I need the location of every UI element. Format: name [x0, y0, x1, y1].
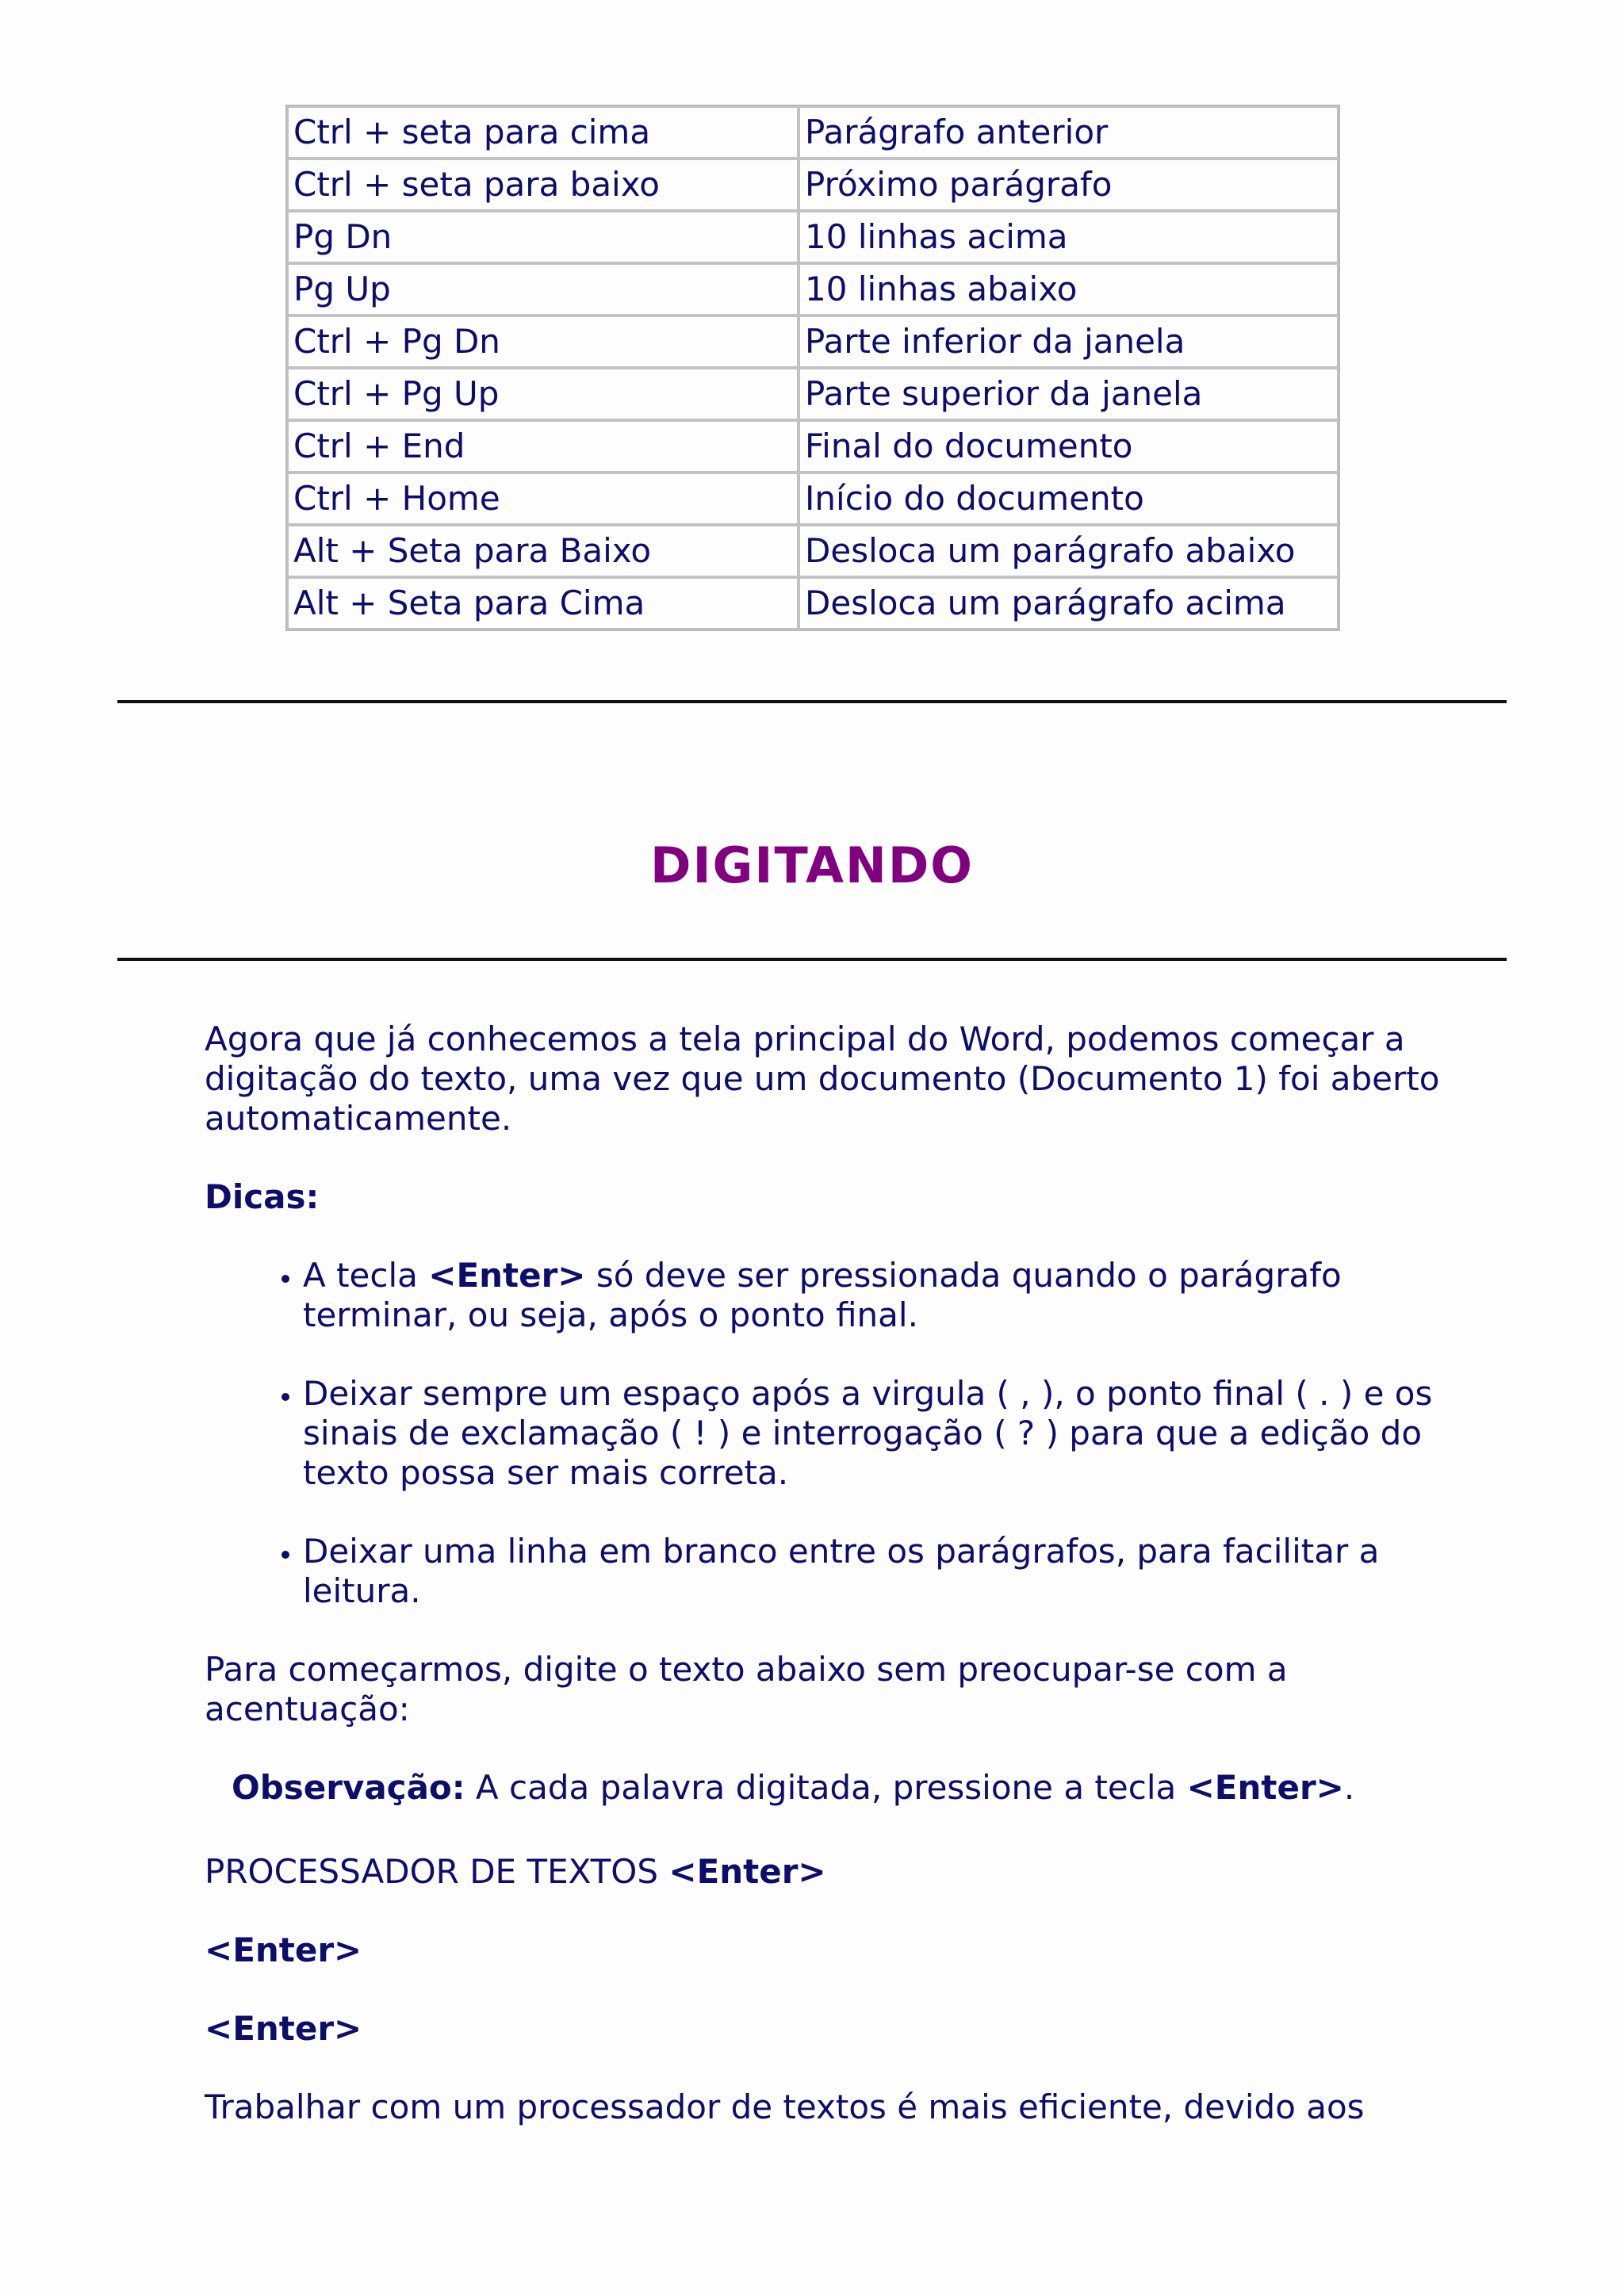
exercise-text: PROCESSADOR DE TEXTOS: [205, 1852, 669, 1891]
list-item: [303, 1532, 1442, 1611]
table-row: [287, 577, 1339, 629]
tip-text: Deixar sempre um espaço após a virgula ( , ), o ponto final ( . ) e os sinais de exclamação ( ! ) e interrogação ( ? ) para que a edição do texto possa ser mais correta.: [303, 1374, 1433, 1492]
horizontal-divider: [117, 958, 1507, 961]
table-row: [287, 473, 1339, 525]
table-row: [287, 211, 1339, 263]
shortcut-description: Desloca um parágrafo abaixo: [799, 525, 1339, 577]
shortcut-key: Alt + Seta para Cima: [287, 577, 799, 629]
shortcut-key: Ctrl + Pg Up: [287, 368, 799, 420]
section-title: DIGITANDO: [649, 836, 974, 894]
tips-list: [205, 1256, 1442, 1611]
shortcut-key: Pg Up: [287, 263, 799, 316]
list-item: [303, 1374, 1442, 1493]
table-row: [287, 420, 1339, 473]
shortcut-table: [285, 105, 1340, 631]
shortcut-key: Ctrl + seta para baixo: [287, 159, 799, 211]
shortcut-key: Ctrl + seta para cima: [287, 106, 799, 159]
shortcut-description: Parágrafo anterior: [799, 106, 1339, 159]
enter-key-label: <Enter>: [205, 2009, 362, 2048]
shortcut-description: Final do documento: [799, 420, 1339, 473]
note-paragraph: [205, 1768, 1442, 1808]
shortcut-key: Ctrl + End: [287, 420, 799, 473]
tips-heading: [205, 1177, 1442, 1217]
enter-key-label: <Enter>: [205, 1931, 362, 1969]
shortcut-description: 10 linhas abaixo: [799, 263, 1339, 316]
tip-text: A tecla: [303, 1256, 429, 1295]
shortcut-description: Desloca um parágrafo acima: [799, 577, 1339, 629]
note-label: Observação:: [232, 1768, 465, 1807]
note-end: .: [1343, 1768, 1355, 1807]
exercise-line: Trabalhar com um processador de textos é mais eficiente, devido aos: [205, 2087, 1365, 2126]
enter-key-label: <Enter>: [668, 1852, 826, 1891]
document-body: [205, 1020, 1442, 2166]
intro-paragraph: Agora que já conhecemos a tela principal do Word, podemos começar a digitação do texto, uma vez que um documento (Documento 1) foi aberto automaticamente.: [205, 1020, 1440, 1138]
enter-key-label: <Enter>: [428, 1256, 586, 1295]
shortcut-description: Próximo parágrafo: [799, 159, 1339, 211]
tip-text: só deve ser pressionada quando o parágrafo terminar, ou seja, após o ponto final.: [303, 1256, 1342, 1334]
table-row: [287, 159, 1339, 211]
table-row: [287, 525, 1339, 577]
exercise-line: [205, 1852, 1442, 1892]
shortcut-description: Parte inferior da janela: [799, 316, 1339, 368]
table-row: [287, 368, 1339, 420]
shortcut-key: Ctrl + Pg Dn: [287, 316, 799, 368]
table-row: [287, 316, 1339, 368]
horizontal-divider: [117, 700, 1507, 703]
shortcut-description: 10 linhas acima: [799, 211, 1339, 263]
exercise-line: [205, 1931, 1442, 1970]
shortcut-key: Ctrl + Home: [287, 473, 799, 525]
shortcut-description: Parte superior da janela: [799, 368, 1339, 420]
shortcut-description: Início do documento: [799, 473, 1339, 525]
note-text: A cada palavra digitada, pressione a tecla: [465, 1768, 1187, 1807]
start-paragraph: Para começarmos, digite o texto abaixo sem preocupar-se com a acentuação:: [205, 1650, 1288, 1728]
shortcut-key: Pg Dn: [287, 211, 799, 263]
tips-heading-label: Dicas:: [205, 1177, 320, 1216]
table-row: [287, 106, 1339, 159]
shortcut-key: Alt + Seta para Baixo: [287, 525, 799, 577]
enter-key-label: <Enter>: [1186, 1768, 1344, 1807]
tip-text: Deixar uma linha em branco entre os parágrafos, para facilitar a leitura.: [303, 1532, 1380, 1610]
exercise-line: [205, 2009, 1442, 2049]
table-row: [287, 263, 1339, 316]
list-item: [303, 1256, 1442, 1335]
